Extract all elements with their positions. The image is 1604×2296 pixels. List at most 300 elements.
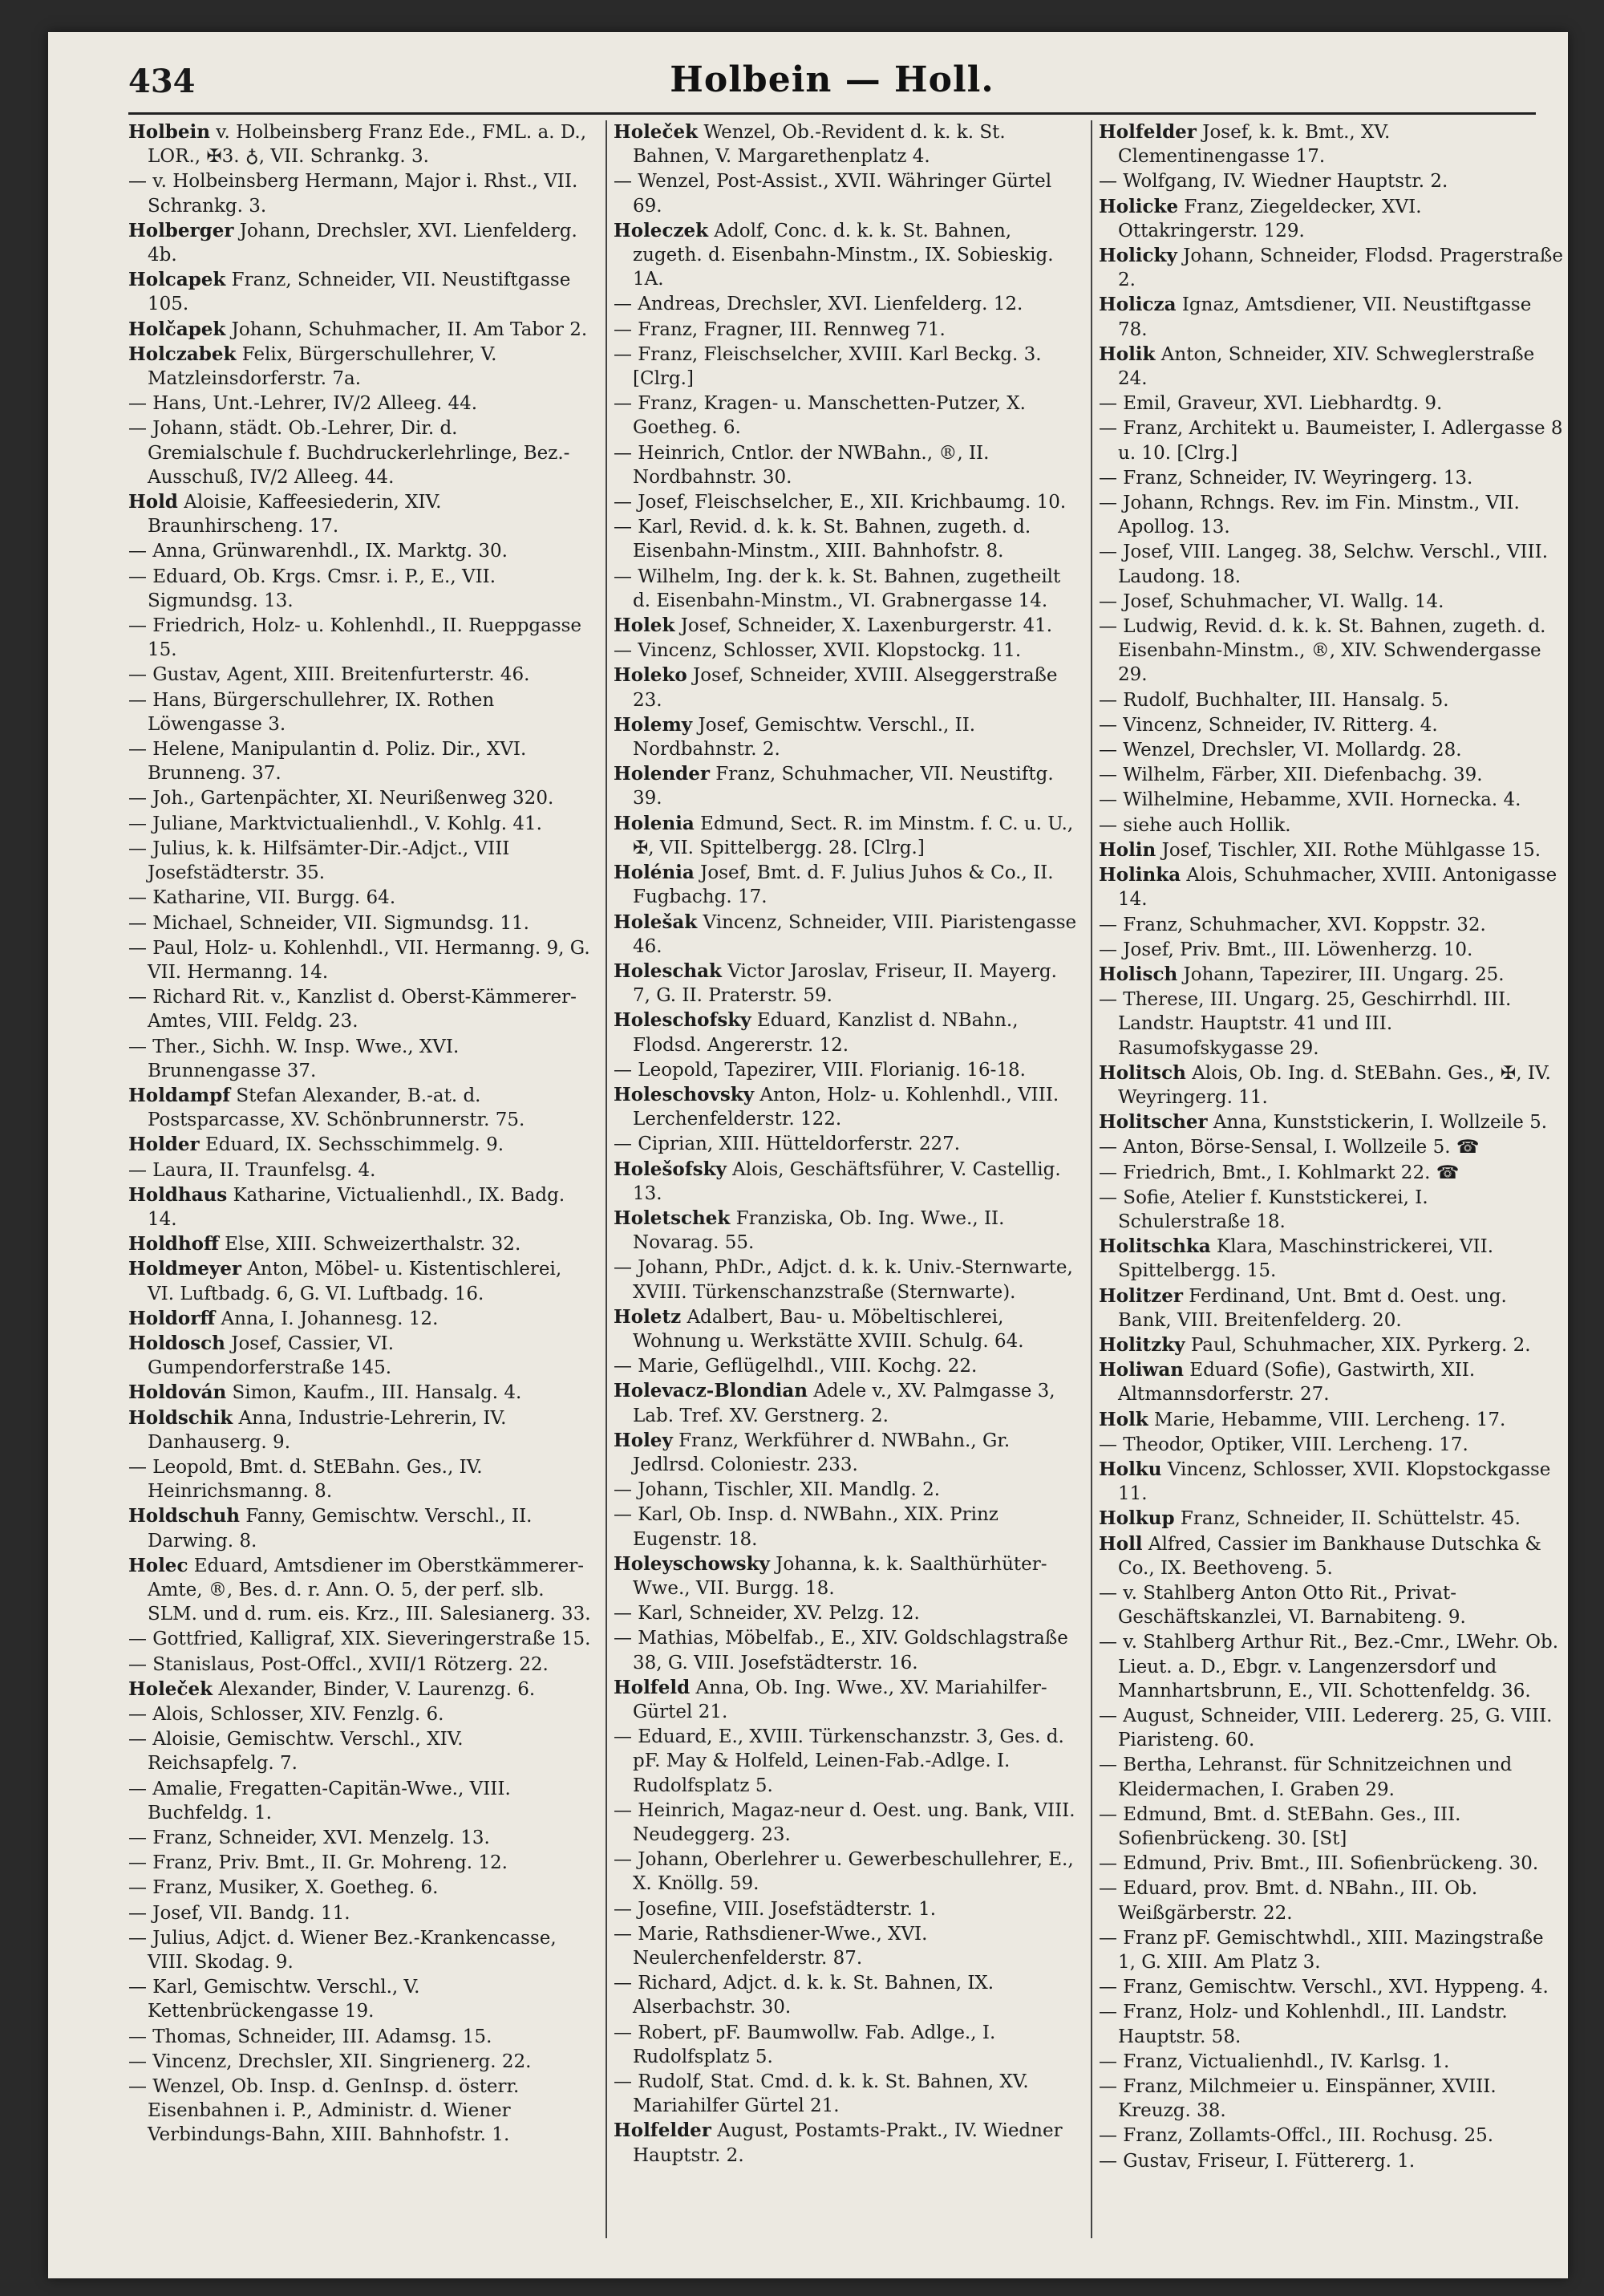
entry-details: — Franz, Schneider, IV. Weyringerg. 13. [1099,467,1473,489]
directory-entry [128,663,593,687]
entry-details: — Theodor, Optiker, VIII. Lercheng. 17. [1099,1434,1468,1455]
entry-surname: Holdschik [128,1406,233,1429]
entry-details: — Ludwig, Revid. d. k. k. St. Bahnen, zugeth. d. Eisenbahn-Minstm., ®, XIV. Schwendergasse 29. [1099,616,1546,686]
directory-entry [1099,763,1564,787]
entry-details: — Rudolf, Buchhalter, III. Hansalg. 5. [1099,689,1449,711]
directory-entry [614,959,1079,1008]
directory-entry [1099,615,1564,688]
entry-details: — Franz, Gemischtw. Verschl., XVI. Hyppeng. 4. [1099,1977,1549,1998]
directory-entry [1099,391,1564,416]
entry-details: Franz, Schuhmacher, VII. Neustiftg. 39. [633,764,1054,809]
entry-details: — Franz, Schuhmacher, XVI. Koppstr. 32. [1099,914,1486,935]
entry-details: Franz, Schneider, VII. Neustiftgasse 105. [148,270,571,315]
entry-details: — Karl, Schneider, XV. Pelzg. 12. [614,1603,920,1625]
entry-details: — Marie, Geflügelhdl., VIII. Kochg. 22. [614,1356,978,1377]
directory-entry [614,1971,1079,2019]
directory-entry [128,416,593,489]
entry-surname: Holfelder [614,2120,711,2142]
directory-entry [128,1975,593,2023]
entry-surname: Holisch [1099,963,1178,985]
entry-details: Stefan Alexander, B.-at. d. Postsparcasse, XV. Schönbrunnerstr. 75. [148,1085,525,1131]
entry-surname: Holec [128,1554,188,1576]
directory-entry [128,1084,593,1132]
entry-details: — Aloisie, Gemischtw. Verschl., XIV. Reichsapfelg. 7. [128,1729,464,1775]
entry-surname: Holeschofsky [614,1009,751,1032]
entry-details: — Johann, PhDr., Adjct. d. k. k. Univ.-Sternwarte, XVIII. Türkenschanzstraße (Sternwarte). [614,1257,1073,1303]
directory-entry [128,2025,593,2049]
directory-entry [614,1897,1079,1921]
entry-surname: Holevacz-Blondian [614,1380,808,1402]
entry-details: Josef, k. k. Bmt., XV. Clementinengasse 17. [1118,122,1391,168]
directory-entry [614,391,1079,440]
directory-page [48,32,1568,2278]
directory-entry [128,614,593,662]
directory-entry [1099,491,1564,539]
entry-details: Alfred, Cassier im Bankhause Dutschka & Co., IX. Beethoveng. 5. [1118,1533,1541,1579]
entry-details: — Johann, Rchngs. Rev. im Fin. Minstm., VII. Apollog. 13. [1099,493,1520,538]
directory-entry [128,1554,593,1627]
entry-details: — Franz, Fleischselcher, XVIII. Karl Beckg. 3. [Clrg.] [614,343,1042,390]
entry-details: Fanny, Gemischtw. Verschl., II. Darwing. 8. [148,1506,533,1552]
directory-entry [614,2070,1079,2118]
entry-details: Eduard, IX. Sechsschimmelg. 9. [199,1134,504,1156]
directory-entry [614,663,1079,712]
directory-entry [128,1406,593,1454]
directory-entry [128,490,593,538]
directory-entry [128,169,593,217]
directory-entry [128,911,593,935]
directory-entry [1099,1704,1564,1752]
entry-surname: Holenia [614,812,695,834]
entry-surname: Holdschuh [128,1505,241,1527]
entry-surname: Holešak [614,911,698,933]
entry-surname: Holetschek [614,1207,731,1229]
entry-details: Josef, Tischler, XII. Rothe Mühlgasse 15. [1156,839,1541,861]
entry-surname: Holeczek [614,219,709,241]
column-right [1099,120,1564,2238]
entry-details: — Eduard, prov. Bmt. d. NBahn., III. Ob. Weißgärberstr. 22. [1099,1878,1478,1924]
directory-entry [614,1158,1079,1206]
directory-entry [1099,1581,1564,1629]
directory-entry [128,1133,593,1157]
entry-details: — Wenzel, Post-Assist., XVII. Währinger Gürtel 69. [614,171,1052,217]
entry-surname: Holeschak [614,959,722,982]
header-rule [128,112,1536,115]
directory-entry [128,1232,593,1256]
entry-details: Franziska, Ob. Ing. Wwe., II. Novarag. 55. [633,1207,1005,1254]
entry-details: — v. Stahlberg Anton Otto Rit., Privat-Geschäftskanzlei, VI. Barnabiteng. 9. [1099,1582,1466,1629]
directory-entry [1099,1975,1564,1999]
directory-entry [128,1826,593,1850]
entry-details: Adele v., XV. Palmgasse 3, Lab. Tref. XV. Gerstnerg. 2. [633,1381,1055,1426]
entry-surname: Holetz [614,1305,682,1328]
entry-details: — Vincenz, Schlosser, XVII. Klopstockg. 11. [614,640,1022,662]
directory-entry [614,219,1079,292]
entry-surname: Holitschka [1099,1235,1211,1258]
directory-entry [1099,1110,1564,1134]
entry-details: Katharine, Victualienhdl., IX. Badg. 14. [148,1184,565,1230]
entry-details: — Bertha, Lehranst. für Schnitzeichnen und Kleidermachen, I. Graben 29. [1099,1754,1513,1800]
entry-details: — Rudolf, Stat. Cmd. d. k. k. St. Bahnen, XV. Mariahilfer Gürtel 21. [614,2071,1029,2117]
directory-entry [128,886,593,910]
entry-details: — Franz, Holz- und Kohlenhdl., III. Landstr. Hauptstr. 58. [1099,2002,1508,2047]
directory-entry [128,1777,593,1825]
directory-entry [128,219,593,267]
running-title: Holbein — Holl. [670,59,994,100]
entry-details: — v. Holbeinsberg Hermann, Major i. Rhst., VII. Schrankg. 3. [128,171,578,217]
directory-entry [614,812,1079,860]
entry-details: Eduard (Sofie), Gastwirth, XII. Altmannsdorferstr. 27. [1118,1360,1476,1406]
entry-details: — Mathias, Möbelfab., E., XIV. Goldschlagstraße 38, G. VIII. Josefstädterstr. 16. [614,1628,1068,1673]
entry-details: Josef, Schneider, XVIII. Alseggerstraße 23. [633,665,1058,711]
entry-details: — siehe auch Hollik. [1099,814,1291,836]
entry-details: — Gottfried, Kalligraf, XIX. Sieveringerstraße 15. [128,1629,591,1650]
directory-entry [614,861,1079,909]
directory-entry [1099,590,1564,614]
directory-entry [614,762,1079,810]
entry-surname: Holl [1099,1532,1143,1555]
entry-surname: Holdosch [128,1332,225,1354]
entry-details: — Franz, Architekt u. Baumeister, I. Adlergasse 8 u. 10. [Clrg.] [1099,418,1563,464]
entry-details: Adolf, Conc. d. k. k. St. Bahnen, zugeth. d. Eisenbahn-Minstm., IX. Sobieskig. 1A. [633,220,1054,290]
directory-entry [1099,1926,1564,1974]
directory-entry [128,737,593,785]
entry-surname: Holeyschowsky [614,1552,770,1575]
directory-entry [1099,416,1564,464]
entry-surname: Holdorff [128,1307,216,1329]
entry-details: — Karl, Ob. Insp. d. NWBahn., XIX. Prinz Eugenstr. 18. [614,1504,998,1550]
entry-details: — Josef, Schuhmacher, VI. Wallg. 14. [1099,590,1444,612]
directory-entry [128,2050,593,2074]
entry-details: Alois, Geschäftsführer, V. Castellig. 13. [633,1158,1061,1204]
entry-details: — Gustav, Friseur, I. Füttererg. 1. [1099,2150,1416,2172]
directory-entry [128,1901,593,1925]
entry-surname: Holczabek [128,343,237,365]
directory-entry [614,1848,1079,1896]
directory-entry [1099,1433,1564,1457]
entry-details: — Josef, Priv. Bmt., III. Löwenherzg. 10. [1099,939,1473,960]
entry-details: Paul, Schuhmacher, XIX. Pyrkerg. 2. [1185,1334,1531,1356]
directory-entry [614,1132,1079,1156]
entry-details: — Thomas, Schneider, III. Adamsg. 15. [128,2026,492,2047]
entry-surname: Holitzky [1099,1333,1185,1356]
column-divider [1091,120,1092,2238]
entry-surname: Holik [1099,343,1156,365]
directory-entry [1099,1803,1564,1851]
directory-entry [614,1601,1079,1625]
entry-surname: Holinka [1099,864,1181,886]
directory-entry [128,1702,593,1726]
directory-entry [614,565,1079,613]
directory-entry [614,1799,1079,1847]
directory-entry [614,292,1079,316]
directory-entry [128,786,593,810]
directory-entry [614,1552,1079,1600]
directory-entry [1099,1358,1564,1406]
entry-details: — Vincenz, Schneider, IV. Ritterg. 4. [1099,714,1438,736]
entry-details: — Katharine, VII. Burgg. 64. [128,887,396,909]
entry-details: — Hans, Unt.-Lehrer, IV/2 Alleeg. 44. [128,393,478,415]
entry-details: v. Holbeinsberg Franz Ede., FML. a. D., LOR., ✠3. ♁, VII. Schrankg. 3. [148,122,587,168]
entry-details: Josef, Cassier, VI. Gumpendorferstraße 145. [148,1333,395,1379]
entry-details: Anna, Industrie-Lehrerin, IV. Danhauserg. 9. [148,1407,507,1453]
entry-details: — Franz, Milchmeier u. Einspänner, XVIII. Kreuzg. 38. [1099,2076,1497,2122]
directory-entry [128,1504,593,1552]
entry-surname: Holicky [1099,245,1177,267]
entry-details: — Joh., Gartenpächter, XI. Neurißenweg 320. [128,788,554,809]
entry-details: Josef, Gemischtw. Verschl., II. Nordbahnstr. 2. [633,714,976,761]
directory-entry [1099,169,1564,193]
directory-entry [1099,1061,1564,1109]
directory-entry [128,1653,593,1677]
directory-entry [1099,738,1564,762]
entry-details: — Franz, Fragner, III. Rennweg 71. [614,318,946,340]
entry-surname: Holeschovsky [614,1083,755,1105]
directory-entry [1099,1630,1564,1703]
directory-entry [128,1876,593,1900]
directory-entry [1099,1507,1564,1531]
entry-details: Josef, Bmt. d. F. Julius Juhos & Co., II. Fugbachg. 17. [633,862,1054,908]
entry-details: — Laura, II. Traunfelsg. 4. [128,1159,376,1181]
entry-details: Anna, I. Johannesg. 12. [215,1308,439,1329]
entry-details: — Friedrich, Bmt., I. Kohlmarkt 22. ☎ [1099,1162,1460,1183]
directory-entry [1099,838,1564,862]
entry-details: Anton, Möbel- u. Kistentischlerei, VI. Luftbadg. 6, G. VI. Luftbadg. 16. [148,1259,562,1304]
entry-details: — v. Stahlberg Arthur Rit., Bez.-Cmr., LWehr. Ob. Lieut. a. D., Ebgr. v. Langenzersdorf und Mannhartsbrunn, E., VII. Schottenfeldg. 36. [1099,1632,1559,1702]
entry-details: — Therese, III. Ungarg. 25, Geschirrhdl. III. Landstr. Hauptstr. 41 und III. Rasumofskygasse 29. [1099,989,1512,1059]
directory-entry [614,490,1079,514]
entry-details: Franz, Ziegeldecker, XVI. Ottakringerstr. 129. [1118,196,1422,241]
directory-entry [1099,293,1564,341]
directory-entry [1099,688,1564,712]
directory-entry [1099,1235,1564,1283]
entry-details: — Franz, Musiker, X. Goetheg. 6. [128,1877,439,1899]
directory-entry [1099,1284,1564,1333]
entry-details: — Edmund, Bmt. d. StEBahn. Ges., III. Sofienbrückeng. 30. [St] [1099,1803,1461,1850]
entry-details: Anna, Kunststickerin, I. Wollzeile 5. [1207,1112,1548,1134]
entry-surname: Holdmeyer [128,1258,241,1280]
entry-details: Ignaz, Amtsdiener, VII. Neustiftgasse 78. [1118,294,1532,340]
entry-details: Vincenz, Schlosser, XVII. Klopstockgasse 11. [1118,1458,1551,1505]
directory-entry [614,1922,1079,1970]
directory-entry [1099,2050,1564,2074]
entry-surname: Holitzer [1099,1284,1183,1307]
entry-details: Ferdinand, Unt. Bmt d. Oest. ung. Bank, VIII. Breitenfelderg. 20. [1118,1285,1507,1331]
page-header [128,53,1536,109]
directory-entry [1099,1458,1564,1506]
directory-entry [614,343,1079,391]
page-number: 434 [128,63,196,100]
entry-details: — Wilhelm, Färber, XII. Diefenbachg. 39. [1099,765,1483,786]
entry-surname: Holdován [128,1381,227,1404]
entry-details: — Hans, Bürgerschullehrer, IX. Rothen Löwengasse 3. [128,689,495,735]
entry-details: — Ciprian, XIII. Hütteldorferstr. 227. [614,1134,961,1155]
entry-details: — Franz pF. Gemischtwhdl., XIII. Mazingstraße 1, G. XIII. Am Platz 3. [1099,1927,1544,1974]
entry-surname: Holicza [1099,294,1177,316]
directory-entry [128,391,593,416]
entry-details: Adalbert, Bau- u. Möbeltischlerei, Wohnung u. Werkstätte XVIII. Schulg. 64. [633,1306,1024,1352]
directory-entry [1099,963,1564,987]
entry-surname: Holeček [128,1677,213,1700]
entry-surname: Holkup [1099,1507,1175,1530]
entry-details: Wenzel, Ob.-Revident d. k. k. St. Bahnen, V. Margarethenplatz 4. [633,122,1006,168]
entry-details: — Wilhelm, Ing. der k. k. St. Bahnen, zugetheilt d. Eisenbahn-Minstm., VI. Grabnergasse 14. [614,566,1061,611]
directory-entry [1099,466,1564,490]
entry-details: — Johann, Tischler, XII. Mandlg. 2. [614,1479,941,1501]
entry-details: Simon, Kaufm., III. Hansalg. 4. [226,1382,522,1404]
entry-details: — Wolfgang, IV. Wiedner Hauptstr. 2. [1099,171,1448,193]
entry-details: Anna, Ob. Ing. Wwe., XV. Mariahilfer-Gürtel 21. [633,1677,1047,1722]
entry-details: — Amalie, Fregatten-Capitän-Wwe., VIII. Buchfeldg. 1. [128,1778,511,1823]
entry-details: — Karl, Gemischtw. Verschl., V. Kettenbrückengasse 19. [128,1977,420,2022]
directory-entry [128,565,593,613]
directory-entry [614,1008,1079,1057]
entry-details: Else, XIII. Schweizerthalstr. 32. [218,1234,521,1255]
entry-details: Alexander, Binder, V. Laurenzg. 6. [213,1678,536,1700]
entry-surname: Holbein [128,121,210,143]
entry-details: — Johann, städt. Ob.-Lehrer, Dir. d. Gremialschule f. Buchdruckerlehrlinge, Bez.-Ausschuß, IV/2 Alleeg. 44. [128,418,570,488]
entry-details: — Karl, Revid. d. k. k. St. Bahnen, zugeth. d. Eisenbahn-Minstm., XIII. Bahnhofstr. 8. [614,517,1031,562]
entry-details: Edmund, Sect. R. im Minstm. f. C. u. U., ✠, VII. Spittelbergg. 28. [Clrg.] [633,813,1074,858]
entry-details: — Stanislaus, Post-Offcl., XVII/1 Rötzerg. 22. [128,1653,549,1675]
directory-entry [128,1381,593,1405]
directory-entry [1099,713,1564,737]
entry-details: Alois, Ob. Ing. d. StEBahn. Ges., ✠, IV. Weyringerg. 11. [1118,1062,1551,1108]
entry-details: Eduard, Kanzlist d. NBahn., Flodsd. Angererstr. 12. [633,1010,1019,1056]
entry-surname: Holender [614,763,710,785]
entry-details: — Ther., Sichh. W. Insp. Wwe., XVI. Brunnengasse 37. [128,1036,460,1081]
directory-entry [614,1354,1079,1378]
directory-entry [128,1926,593,1974]
entry-surname: Hold [128,491,178,513]
entry-surname: Holku [1099,1458,1162,1480]
directory-entry [1099,540,1564,588]
entry-surname: Holdampf [128,1084,231,1106]
directory-entry [614,1626,1079,1674]
directory-entry [128,688,593,736]
directory-entry [128,985,593,1033]
entry-details: — Josef, VIII. Langeg. 38, Selchw. Verschl., VIII. Laudong. 18. [1099,542,1549,587]
entry-surname: Holk [1099,1408,1148,1430]
directory-entry [128,837,593,885]
directory-entry [1099,788,1564,812]
directory-entry [1099,2149,1564,2173]
entry-details: — Paul, Holz- u. Kohlenhdl., VII. Hermanng. 9, G. VII. Hermanng. 14. [128,937,590,983]
entry-details: — Robert, pF. Baumwollw. Fab. Adlge., I. Rudolfsplatz 5. [614,2022,996,2067]
directory-entry [128,1183,593,1231]
directory-entry [614,1207,1079,1255]
entry-details: Alois, Schuhmacher, XVIII. Antonigasse 14. [1118,865,1557,911]
directory-entry [1099,1161,1564,1185]
entry-details: — Josef, Fleischselcher, E., XII. Krichbaumg. 10. [614,492,1067,513]
entry-details: — Gustav, Agent, XIII. Breitenfurterstr. 46. [128,664,530,686]
entry-surname: Holey [614,1429,673,1451]
directory-entry [614,1478,1079,1502]
entry-details: — Franz, Zollamts-Offcl., III. Rochusg. 25. [1099,2125,1494,2147]
entry-details: Franz, Schneider, II. Schüttelstr. 45. [1174,1508,1521,1530]
entry-details: — Michael, Schneider, VII. Sigmundsg. 11. [128,912,529,934]
directory-entry [128,268,593,316]
entry-details: — Wenzel, Drechsler, VI. Mollardg. 28. [1099,740,1462,761]
entry-details: Johanna, k. k. Saalthürhüter-Wwe., VII. Burgg. 18. [633,1553,1047,1599]
directory-entry [128,1727,593,1775]
entry-details: Johann, Schuhmacher, II. Am Tabor 2. [225,318,588,340]
directory-entry [128,318,593,342]
entry-details: — Edmund, Priv. Bmt., III. Sofienbrückeng. 30. [1099,1853,1539,1875]
entry-details: — Wenzel, Ob. Insp. d. GenInsp. d. österr. Eisenbahnen i. P., Administr. d. Wiener Verbindungs-Bahn, XIII. Bahnhofstr. 1. [128,2076,520,2146]
entry-details: — Eduard, E., XVIII. Türkenschanzstr. 3, Ges. d. pF. May & Holfeld, Leinen-Fab.-Adlge. I. Rudolfsplatz 5. [614,1726,1064,1796]
entry-surname: Holešofsky [614,1158,727,1180]
entry-details: — Franz, Priv. Bmt., II. Gr. Mohreng. 12. [128,1852,508,1874]
entry-details: — Franz, Victualienhdl., IV. Karlsg. 1. [1099,2051,1450,2072]
directory-entry [1099,1135,1564,1159]
directory-entry [614,1379,1079,1427]
entry-details: — Richard, Adjct. d. k. k. St. Bahnen, IX. Alserbachstr. 30. [614,1973,994,2018]
entry-details: — Alois, Schlosser, XIV. Fenzlg. 6. [128,1704,444,1725]
directory-entry [1099,1186,1564,1234]
entry-details: — Friedrich, Holz- u. Kohlenhdl., II. Rueppgasse 15. [128,615,581,661]
entry-surname: Holčapek [128,318,226,340]
entry-surname: Holek [614,615,675,637]
directory-entry [128,2075,593,2148]
directory-entry [1099,120,1564,168]
directory-entry [614,1058,1079,1082]
entry-surname: Holitscher [1099,1111,1208,1134]
entry-details: — Wilhelmine, Hebamme, XVII. Hornecka. 4. [1099,789,1521,811]
entry-details: — Richard Rit. v., Kanzlist d. Oberst-Kämmerer-Amtes, VIII. Feldg. 23. [128,987,577,1032]
entry-surname: Holin [1099,838,1156,861]
directory-entry [614,2119,1079,2167]
entry-surname: Holeček [614,121,699,143]
entry-details: Franz, Werkführer d. NWBahn., Gr. Jedlrsd. Coloniestr. 233. [633,1430,1011,1475]
entry-details: — Sofie, Atelier f. Kunststickerei, I. Schulerstraße 18. [1099,1187,1428,1232]
entry-surname: Holfeld [614,1676,691,1698]
directory-entry [614,1503,1079,1551]
entry-surname: Holdhaus [128,1183,228,1206]
directory-entry [1099,195,1564,243]
entry-surname: Holitsch [1099,1061,1186,1084]
entry-details: — Emil, Graveur, XVI. Liebhardtg. 9. [1099,393,1443,415]
directory-entry [1099,2000,1564,2048]
directory-entry [614,614,1079,638]
directory-entry [614,1725,1079,1798]
entry-details: Johann, Schneider, Flodsd. Pragerstraße 2. [1118,245,1563,291]
directory-entry [614,1429,1079,1477]
entry-details: Johann, Drechsler, XVI. Lienfelderg. 4b. [148,220,577,266]
directory-entry [1099,244,1564,292]
entry-surname: Holiwan [1099,1359,1184,1381]
entry-details: — Eduard, Ob. Krgs. Cmsr. i. P., E., VII. Sigmundsg. 13. [128,566,496,611]
directory-entry [128,812,593,836]
column-left [128,120,593,2238]
directory-entry [1099,1408,1564,1432]
entry-details: Victor Jaroslav, Friseur, II. Mayerg. 7, G. II. Praterstr. 59. [633,960,1057,1007]
entry-surname: Holénia [614,862,695,884]
directory-entry [614,1676,1079,1724]
entry-surname: Holfelder [1099,121,1197,143]
entry-details: — Franz, Kragen- u. Manschetten-Putzer, X. Goetheg. 6. [614,393,1026,439]
directory-entry [128,539,593,563]
directory-entry [614,2021,1079,2069]
entry-details: — Andreas, Drechsler, XVI. Lienfelderg. 12. [614,294,1023,315]
entry-details: Vincenz, Schneider, VIII. Piaristengasse 46. [633,911,1077,957]
directory-entry [614,1255,1079,1304]
entry-details: — Juliane, Marktvictualienhdl., V. Kohlg. 41. [128,813,542,834]
entry-details: — Josefine, VIII. Josefstädterstr. 1. [614,1898,937,1920]
directory-entry [128,1455,593,1503]
column-middle [614,120,1079,2238]
directory-entry [1099,2075,1564,2123]
